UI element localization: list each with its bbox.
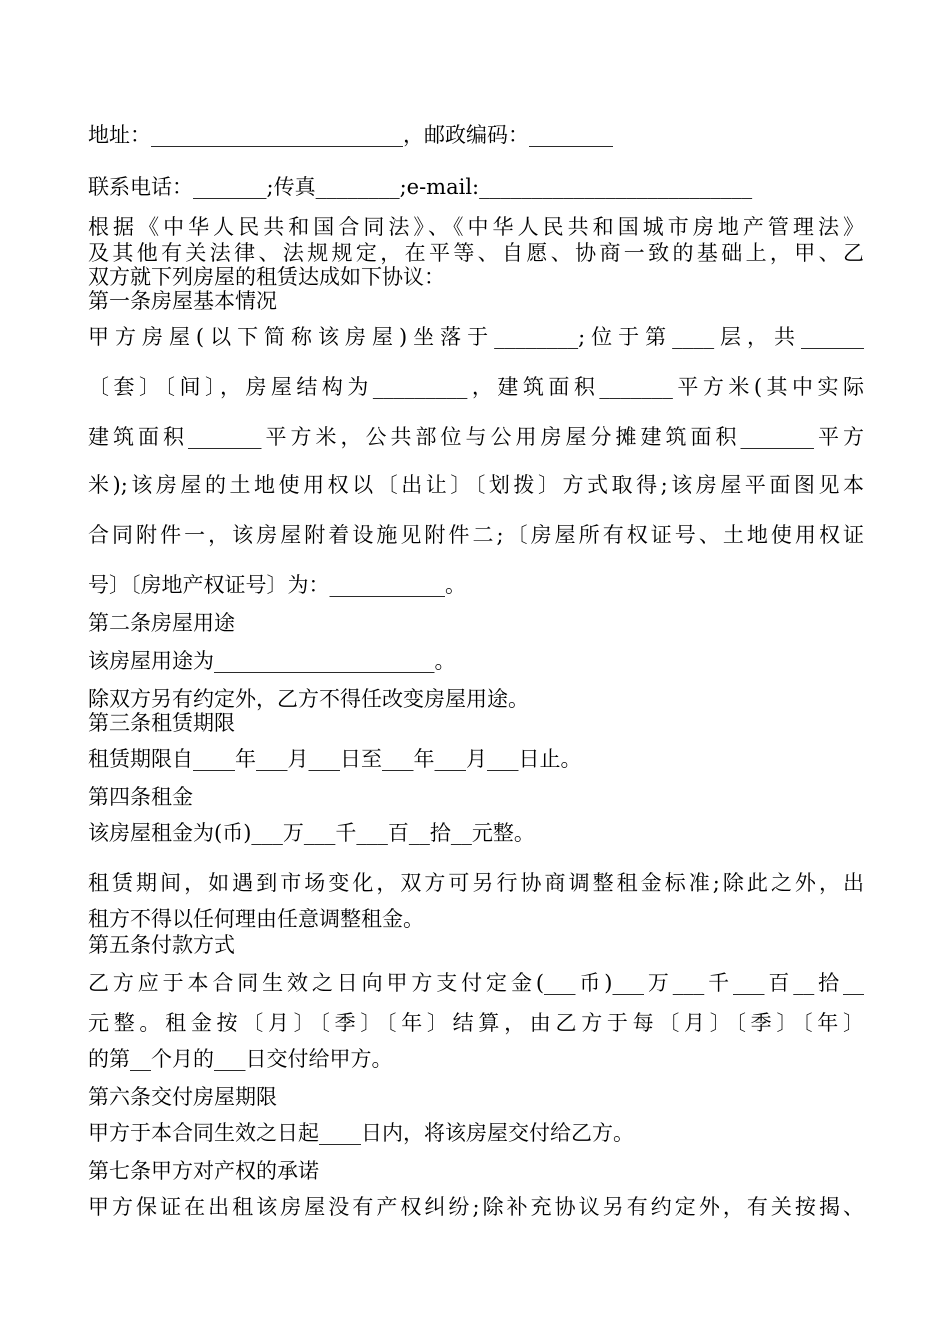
article-4-line-3: 租方不得以任何理由任意调整租金。 [88,907,424,931]
article-1-line-6: 号〕〔房地产权证号〕为：___________。 [88,573,466,597]
article-5-heading: 第五条付款方式 [88,933,235,957]
article-6-line-1: 甲方于本合同生效之日起____日内，将该房屋交付给乙方。 [88,1121,634,1145]
article-3-line-1: 租赁期限自____年___月___日至___年___月___日止。 [88,747,582,771]
article-2-heading: 第二条房屋用途 [88,611,235,635]
article-7-line-1: 甲方保证在出租该房屋没有产权纠纷;除补充协议另有约定外，有关按揭、 [88,1195,864,1219]
article-2-line-2: 除双方另有约定外，乙方不得任改变房屋用途。 [88,687,529,711]
article-5-line-1: 乙方应于本合同生效之日向甲方支付定金(___币)___万___千___百__拾__ [88,971,864,995]
address-line: 地址：________________________，邮政编码：________ [88,123,613,147]
article-5-line-2: 元整。租金按〔月〕〔季〕〔年〕结算，由乙方于每〔月〕〔季〕〔年〕 [88,1011,864,1035]
article-4-line-2: 租赁期间，如遇到市场变化，双方可另行协商调整租金标准;除此之外，出 [88,871,864,895]
article-4-line-1: 该房屋租金为(币)___万___千___百__拾__元整。 [88,821,535,845]
article-5-line-3: 的第__个月的___日交付给甲方。 [88,1047,393,1071]
article-1-heading: 第一条房屋基本情况 [88,289,277,313]
contact-line: 联系电话：_______;传真________;e-mail:__________________________ [88,175,753,199]
preamble-line-1: 根据《中华人民共和国合同法》、《中华人民共和国城市房地产管理法》 [88,215,864,239]
article-1-line-1: 甲方房屋(以下简称该房屋)坐落于________;位于第____层，共______ [88,325,864,349]
article-3-heading: 第三条租赁期限 [88,711,235,735]
preamble-line-2: 及其他有关法律、法规规定，在平等、自愿、协商一致的基础上，甲、乙 [88,241,864,265]
article-6-heading: 第六条交付房屋期限 [88,1085,277,1109]
article-1-line-3: 建筑面积_______平方米，公共部位与公用房屋分摊建筑面积_______平方 [88,425,864,449]
article-1-line-5: 合同附件一，该房屋附着设施见附件二;〔房屋所有权证号、土地使用权证 [88,523,864,547]
preamble-line-3: 双方就下列房屋的租赁达成如下协议： [88,265,445,289]
article-2-line-1: 该房屋用途为_____________________。 [88,649,456,673]
article-1-line-2: 〔套〕〔间〕，房屋结构为_________，建筑面积_______平方米(其中实际 [88,375,864,399]
article-7-heading: 第七条甲方对产权的承诺 [88,1159,319,1183]
article-1-line-4: 米);该房屋的土地使用权以〔出让〕〔划拨〕方式取得;该房屋平面图见本 [88,473,864,497]
article-4-heading: 第四条租金 [88,785,193,809]
